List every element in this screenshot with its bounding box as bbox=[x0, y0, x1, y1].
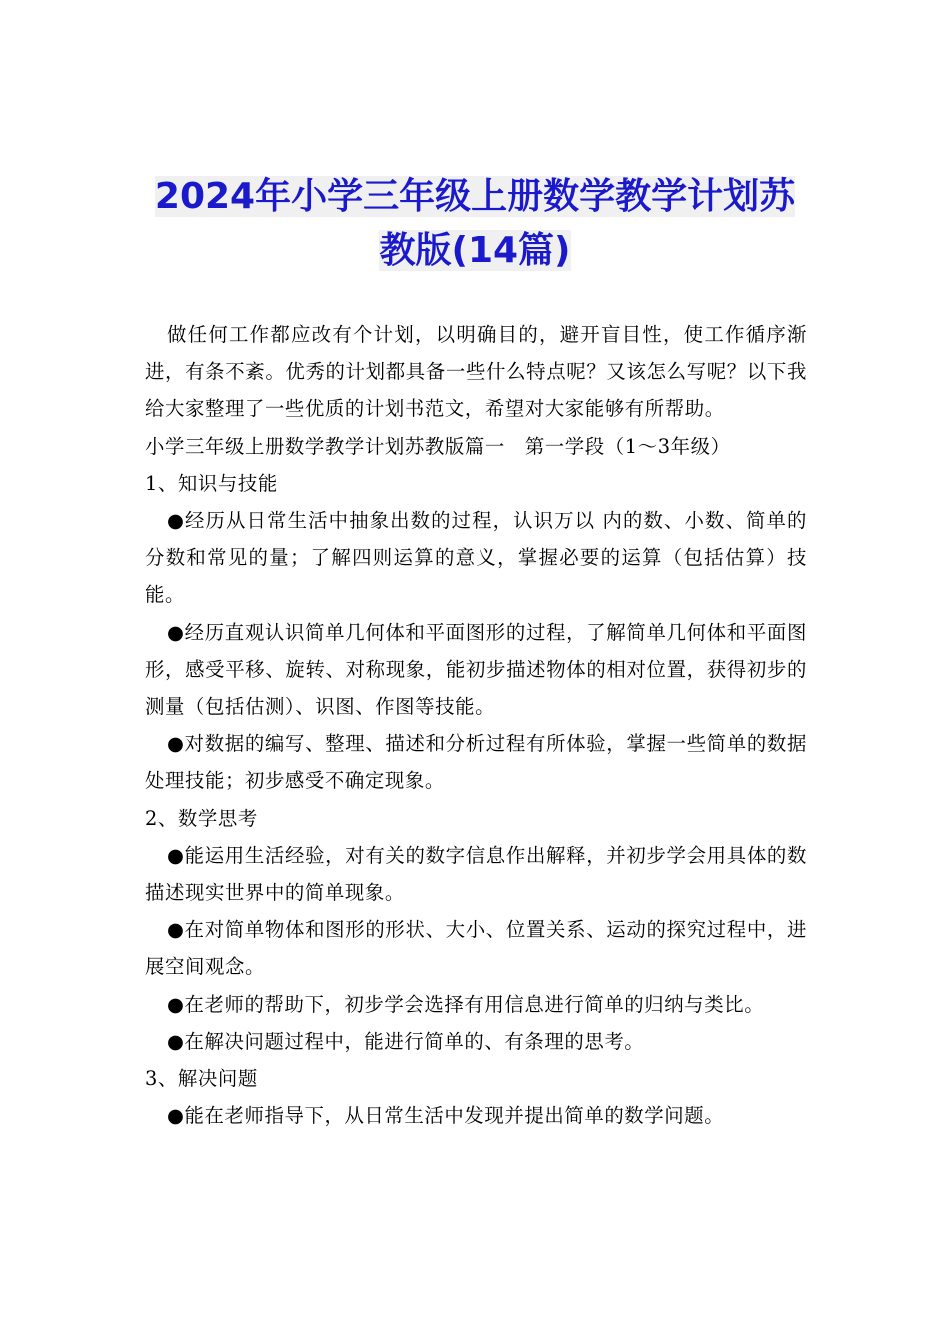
bullet-paragraph: ●对数据的编写、整理、描述和分析过程有所体验，掌握一些简单的数据处理技能；初步感受不确定现象。 bbox=[145, 732, 807, 793]
subheading-math-thinking: 2、数学思考 bbox=[145, 806, 258, 830]
bullet-paragraph: ●经历从日常生活中抽象出数的过程，认识万以 内的数、小数、简单的分数和常见的量；了解四则运算的意义，掌握必要的运算（包括估算）技能。 bbox=[145, 509, 807, 607]
subheading-knowledge-skills: 1、知识与技能 bbox=[145, 471, 278, 495]
intro-paragraph: 做任何工作都应改有个计划，以明确目的，避开盲目性，使工作循序渐进，有条不紊。优秀的计划都具备一些什么特点呢？又该怎么写呢？以下我给大家整理了一些优质的计划书范文，希望对大家能够有所帮助。 bbox=[145, 323, 807, 421]
document-title bbox=[120, 170, 830, 278]
section-heading: 小学三年级上册数学教学计划苏教版篇一 第一学段（1～3年级） bbox=[145, 434, 731, 458]
bullet-paragraph: ●能在老师指导下，从日常生活中发现并提出简单的数学问题。 bbox=[167, 1104, 725, 1128]
document-body bbox=[145, 316, 807, 1134]
title-line-1: 2024年小学三年级上册数学教学计划苏 bbox=[154, 176, 796, 217]
bullet-paragraph: ●在解决问题过程中，能进行简单的、有条理的思考。 bbox=[167, 1029, 645, 1053]
bullet-paragraph: ●能运用生活经验，对有关的数字信息作出解释，并初步学会用具体的数描述现实世界中的简单现象。 bbox=[145, 843, 807, 905]
subheading-problem-solving: 3、解决问题 bbox=[145, 1067, 258, 1091]
bullet-paragraph: ●在对简单物体和图形的形状、大小、位置关系、运动的探究过程中，进展空间观念。 bbox=[145, 918, 807, 979]
bullet-paragraph: ●在老师的帮助下，初步学会选择有用信息进行简单的归纳与类比。 bbox=[167, 992, 765, 1016]
bullet-paragraph: ●经历直观认识简单几何体和平面图形的过程，了解简单几何体和平面图形，感受平移、旋转、对称现象，能初步描述物体的相对位置，获得初步的测量（包括估测）、识图、作图等技能。 bbox=[145, 620, 807, 719]
title-line-2: 教版(14篇) bbox=[379, 230, 571, 271]
